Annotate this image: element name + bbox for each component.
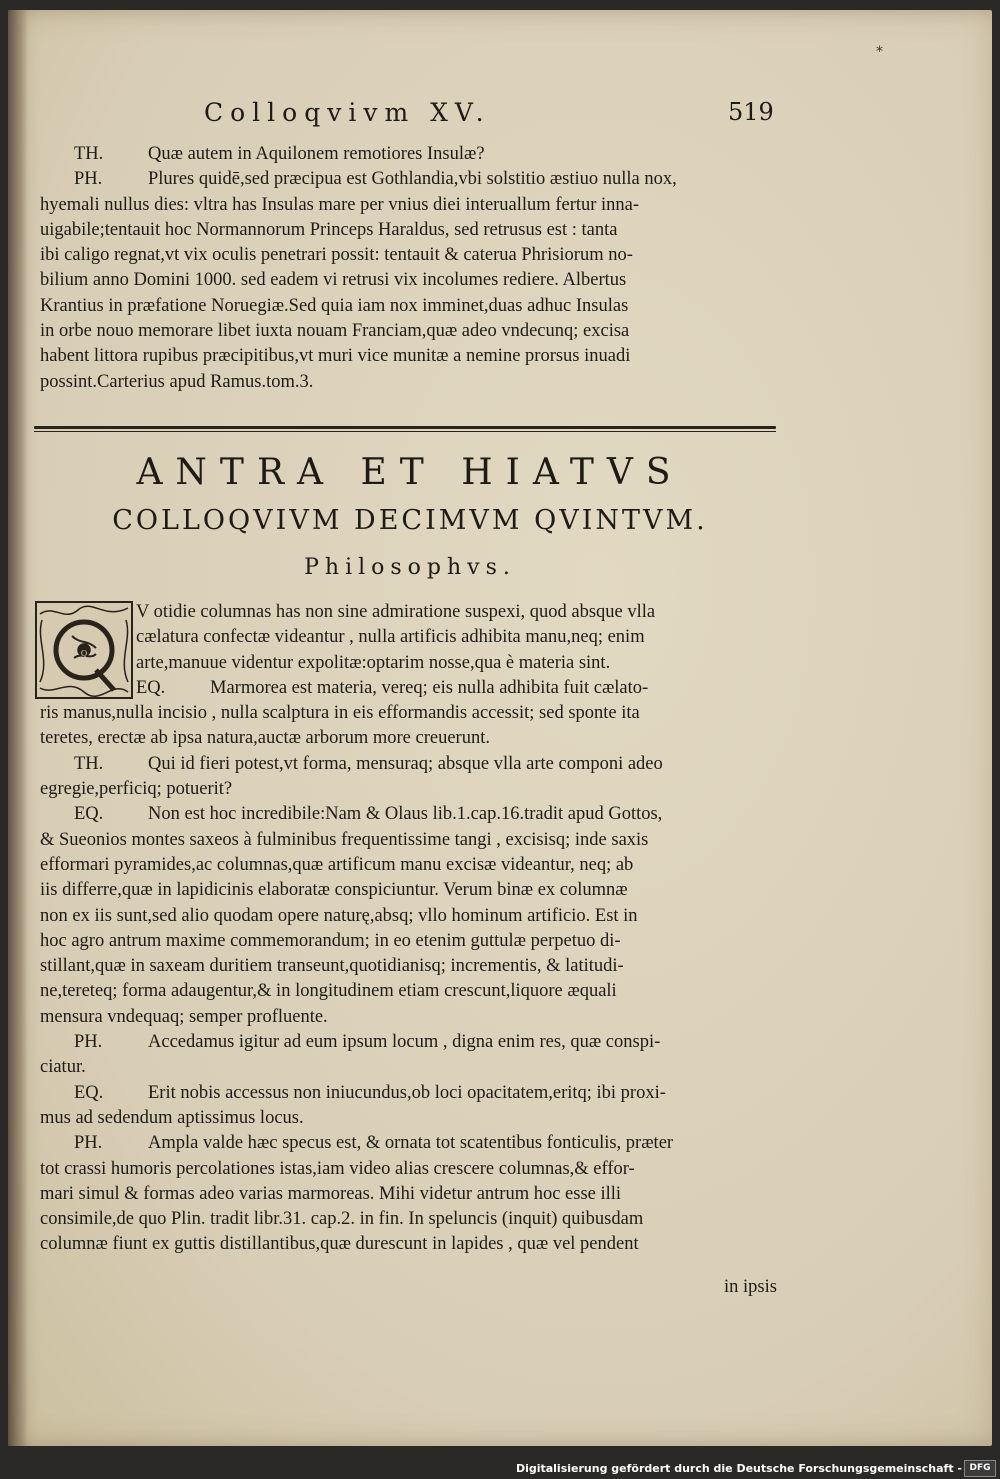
line-text: hoc agro antrum maxime commemorandum; in eo etenim guttulæ perpetuo di- <box>40 930 621 951</box>
text-line <box>40 929 790 954</box>
speaker-label: EQ. <box>74 804 104 825</box>
line-text: egregie,perficiq; potuerit? <box>40 779 233 800</box>
text-line <box>40 1005 790 1030</box>
corner-mark: * <box>876 44 883 60</box>
line-text: arte,manuue videntur expolitæ:optarim nosse,qua è materia sint. <box>136 652 611 673</box>
text-line <box>40 1055 790 1080</box>
text-line <box>40 370 790 395</box>
line-text: teretes, erectæ ab ipsa natura,auctæ arborum more creuerunt. <box>40 728 490 749</box>
line-text: mensura vndequaq; semper profluente. <box>40 1006 328 1027</box>
line-text: Krantius in præfatione Noruegiæ.Sed quia iam nox imminet,duas adhuc Insulas <box>40 295 629 316</box>
line-text: Ampla valde hæc specus est, & ornata tot scatentibus fonticulis, præter <box>148 1133 674 1154</box>
speaker-label: TH. <box>74 753 104 774</box>
running-head: Colloqvivm XV. <box>204 98 491 127</box>
line-text: cælatura confectæ videantur , nulla artificis adhibita manu,neq; enim <box>136 627 645 648</box>
line-text: iis differre,quæ in lapidicinis elaboratæ conspiciuntur. Verum binæ ex columnæ <box>40 880 628 901</box>
text-line <box>40 1131 790 1156</box>
text-line <box>40 1106 790 1131</box>
speaker-label: EQ. <box>74 1082 104 1103</box>
text-line <box>40 651 790 676</box>
text-line <box>40 1207 790 1232</box>
text-line <box>40 344 790 369</box>
line-text: habent littora rupibus præcipitibus,vt muri vice munitæ a nemine prorsus inuadi <box>40 346 631 367</box>
line-text: efformari pyramides,ac columnas,quæ artificum manu excisæ videantur, neq; ab <box>40 854 634 875</box>
text-line <box>40 954 790 979</box>
page-number: 519 <box>728 98 774 126</box>
line-text: mari simul & formas adeo varias marmoreas. Mihi videtur antrum hoc esse illi <box>40 1183 622 1204</box>
text-line <box>40 853 790 878</box>
footer-credit: Digitalisierung gefördert durch die Deutsche Forschungsgemeinschaft - <box>515 1462 962 1475</box>
top-text-block <box>40 142 790 395</box>
line-text: in orbe nouo memorare libet iuxta nouam Franciam,quæ adeo vndecunq; excisa <box>40 321 630 342</box>
line-text: mus ad sedendum aptissimus locus. <box>40 1107 304 1128</box>
line-text: Accedamus igitur ad eum ipsum locum , digna enim res, quæ conspi- <box>148 1032 661 1053</box>
line-text: ibi caligo regnat,vt vix oculis penetrari possit: tentauit & caterua Phrisiorum no- <box>40 245 633 266</box>
text-line <box>40 802 790 827</box>
text-line <box>40 878 790 903</box>
text-line <box>40 243 790 268</box>
text-line <box>40 167 790 192</box>
dfg-logo: DFG <box>964 1460 996 1477</box>
text-line <box>40 828 790 853</box>
line-text: & Sueonios montes saxeos à fulminibus frequentissime tangi , excisisq; inde saxis <box>40 829 649 850</box>
text-line <box>40 142 790 167</box>
speaker-label: PH. <box>74 169 103 190</box>
line-text: Plures quidē,sed præcipua est Gothlandia,vbi solstitio æstiuo nulla nox, <box>148 169 677 190</box>
line-text: possint.Carterius apud Ramus.tom.3. <box>40 371 314 392</box>
line-text: Qui id fieri potest,vt forma, mensuraq; absque vlla arte componi adeo <box>148 753 663 774</box>
line-text: Quæ autem in Aquilonem remotiores Insulæ? <box>148 144 485 164</box>
text-line <box>40 268 790 293</box>
text-line <box>40 600 790 625</box>
section-rule <box>34 426 776 429</box>
text-line <box>40 676 790 701</box>
speaker-heading: Philosophvs. <box>304 555 516 580</box>
speaker-label: TH. <box>74 144 104 164</box>
line-text: Non est hoc incredibile:Nam & Olaus lib.1.cap.16.tradit apud Gottos, <box>148 804 663 825</box>
text-line <box>40 726 790 751</box>
text-line <box>40 979 790 1004</box>
section-subtitle: COLLOQVIVM DECIMVM QVINTVM. <box>112 505 708 536</box>
body-text-block <box>40 600 790 1258</box>
text-line <box>40 625 790 650</box>
line-text: non ex iis sunt,sed alio quodam opere naturę,absq; vllo hominum artificio. Est in <box>40 905 638 926</box>
line-text: consimile,de quo Plin. tradit libr.31. cap.2. in fin. In speluncis (inquit) quibusdam <box>40 1209 644 1230</box>
text-line <box>40 1030 790 1055</box>
text-line <box>40 193 790 218</box>
page-gutter-shadow <box>8 10 28 1446</box>
text-line <box>40 319 790 344</box>
line-text: V otidie columnas has non sine admiratione suspexi, quod absque vlla <box>136 602 656 622</box>
text-line <box>40 294 790 319</box>
text-line <box>40 777 790 802</box>
section-title: ANTRA ET HIATVS <box>136 452 684 493</box>
line-text: ris manus,nulla incisio , nulla scalptura in eis efformandis accessit; sed sponte ita <box>40 703 640 724</box>
line-text: tot crassi humoris percolationes istas,iam video alias crescere columnas,& effor- <box>40 1158 635 1179</box>
catchword: in ipsis <box>724 1277 777 1297</box>
text-line <box>40 904 790 929</box>
text-line <box>40 1232 790 1257</box>
line-text: columnæ fiunt ex guttis distillantibus,quæ durescunt in lapides , quæ vel pendent <box>40 1234 639 1255</box>
line-text: hyemali nullus dies: vltra has Insulas mare per vnius diei interuallum fertur inna- <box>40 194 640 215</box>
line-text: stillant,quæ in saxeam duritiem transeunt,quotidianisq; incrementis, & latitudi- <box>40 956 624 977</box>
speaker-label: EQ. <box>136 677 166 698</box>
text-line <box>40 752 790 777</box>
speaker-label: PH. <box>74 1133 103 1154</box>
text-line <box>40 1081 790 1106</box>
text-line <box>40 1182 790 1207</box>
line-text: bilium anno Domini 1000. sed eadem vi retrusi vix incolumes rediere. Albertus <box>40 270 627 291</box>
line-text: Erit nobis accessus non iniucundus,ob loci opacitatem,eritq; ibi proxi- <box>148 1082 666 1103</box>
line-text: ciatur. <box>40 1057 86 1078</box>
line-text: Marmorea est materia, vereq; eis nulla adhibita fuit cælato- <box>210 677 649 698</box>
speaker-label: PH. <box>74 1032 103 1053</box>
text-line <box>40 701 790 726</box>
svg-text:Q: Q <box>80 649 88 658</box>
text-line <box>40 1157 790 1182</box>
section-rule-thin <box>34 431 776 432</box>
line-text: ne,tereteq; forma adaugentur,& in longitudinem etiam crescunt,liquore æquali <box>40 981 617 1002</box>
text-line <box>40 218 790 243</box>
line-text: uigabile;tentauit hoc Normannorum Princeps Haraldus, sed retrusus est : tanta <box>40 219 618 240</box>
